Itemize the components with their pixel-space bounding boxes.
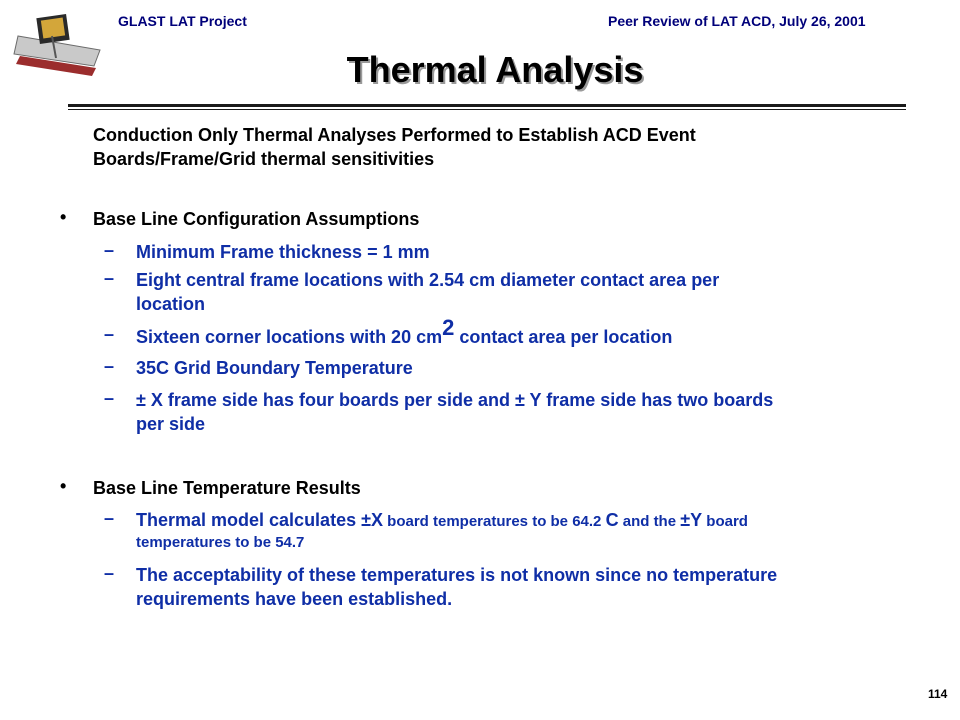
dash-marker: – (104, 240, 115, 260)
dash-marker: – (104, 508, 115, 528)
section1-item-3-text-end: contact area per location (454, 327, 673, 347)
section1-item-3 (136, 315, 673, 349)
slide-title: Thermal Analysis (346, 49, 644, 90)
section2-item-1-part-c: C (605, 510, 619, 530)
title-rule-thin (68, 109, 906, 110)
intro-line-2: Boards/Frame/Grid thermal sensitivities (93, 149, 435, 169)
section1-item-5-line-1: ± X frame side has four boards per side and ± Y frame side has two boards (136, 390, 774, 410)
section2-item-1-line-2: temperatures to be 54.7 (136, 534, 305, 551)
section1-item-1: Minimum Frame thickness = 1 mm (136, 242, 430, 262)
section1-item-2-line-2: location (136, 294, 206, 314)
section2-item-2-line-1: The acceptability of these temperatures is not known since no temperature (136, 565, 778, 585)
section1-heading: Base Line Configuration Assumptions (93, 209, 420, 229)
bullet-marker: • (60, 207, 67, 227)
section2-item-2-line-2: requirements have been established. (136, 589, 453, 609)
dash-marker: – (104, 268, 115, 288)
section2-item-1-part-b: board temperatures to be 64.2 (382, 513, 606, 530)
intro-line-1: Conduction Only Thermal Analyses Performed to Establish ACD Event (93, 125, 696, 145)
dash-marker: – (104, 563, 115, 583)
section1-item-4: 35C Grid Boundary Temperature (136, 358, 413, 378)
section2-item-1-part-a: Thermal model calculates ±X (136, 510, 383, 530)
section2-heading: Base Line Temperature Results (93, 478, 361, 498)
page-number: 114 (928, 687, 948, 701)
section2-item-1-part-f: board (702, 513, 748, 530)
dash-marker: – (104, 356, 115, 376)
logo-panel (41, 18, 65, 39)
section1-item-2-line-1: Eight central frame locations with 2.54 cm diameter contact area per (136, 270, 720, 290)
header-project: GLAST LAT Project (118, 13, 247, 29)
dash-marker: – (104, 388, 115, 408)
bullet-marker: • (60, 476, 67, 496)
section2-item-1-part-e: ±Y (680, 510, 703, 530)
section1-item-3-text: Sixteen corner locations with 20 cm (136, 327, 443, 347)
header-review: Peer Review of LAT ACD, July 26, 2001 (608, 13, 866, 29)
title-rule-thick (68, 104, 906, 107)
section2-item-1-part-d: and the (618, 513, 681, 530)
section1-item-5-line-2: per side (136, 414, 206, 434)
superscript-2: 2 (442, 315, 455, 340)
dash-marker: – (104, 324, 115, 344)
